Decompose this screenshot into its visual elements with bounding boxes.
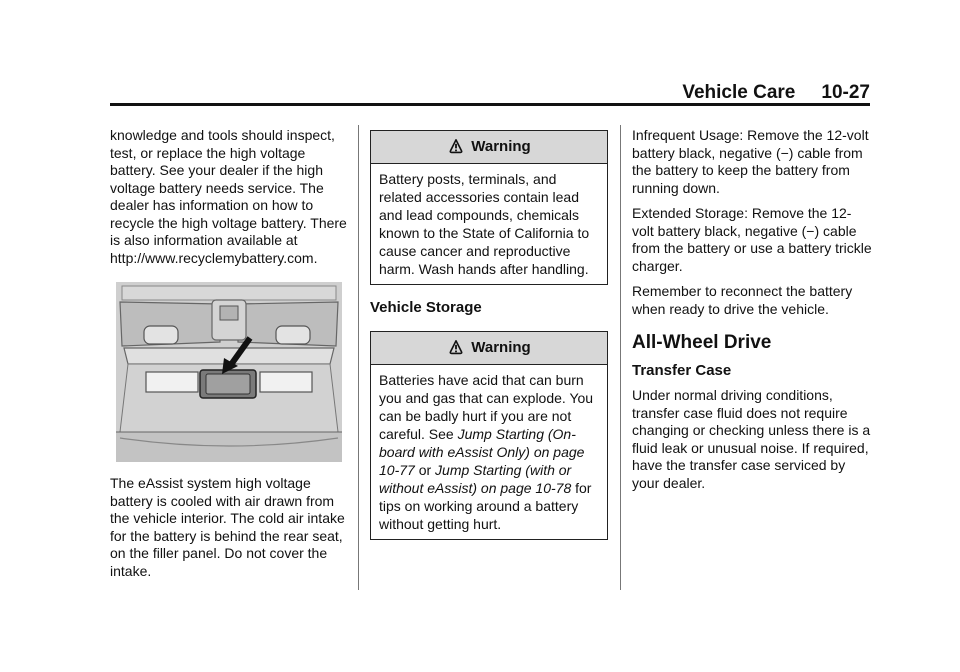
paragraph-battery-service: knowledge and tools should inspect, test, or replace the high voltage battery. See your dealer if the high voltage battery needs service. The dealer has information on how to recycle the high voltage battery. There is also information available at http://www.recyclemybattery.com. [110, 127, 347, 266]
column-1-lower [110, 475, 352, 588]
header-rule [110, 103, 870, 106]
warning-text: Battery posts, terminals, and related accessories contain lead and lead compounds, chemicals known to the State of California to cause cancer and reproductive harm. Wash hands after handling. [379, 171, 590, 277]
warning-icon [447, 339, 465, 357]
paragraph-extended-storage: Extended Storage: Remove the 12-volt battery black, negative (−) cable from the battery or use a battery trickle charger. [632, 205, 872, 274]
column-1 [110, 127, 352, 275]
warning-icon [447, 138, 465, 156]
paragraph-transfer-case: Under normal driving conditions, transfer case fluid does not require changing or checking unless there is a fluid leak or unusual noise. If required, have the transfer case serviced by your dealer. [632, 387, 871, 491]
paragraph-reconnect: Remember to reconnect the battery when ready to drive the vehicle. [632, 283, 853, 317]
heading-transfer-case: Transfer Case [632, 361, 732, 379]
warning-title: Warning [371, 131, 607, 164]
warning-box-lead [370, 130, 608, 285]
section-title: Vehicle Care [682, 82, 796, 103]
warning-text: Batteries have acid that can burn you and gas that can explode. You can be badly hurt if you are not careful. See Jump Starting (On-board with eAssist Only) on page 10-77 or Jump Starting (with or without eAssist) on page 10-78 for tips on working around a battery without getting hurt. [379, 371, 594, 532]
link-jump-starting-eassist[interactable]: Jump Starting (On-board with eAssist Only) on page 10-77 [379, 425, 585, 478]
column-divider-1 [358, 125, 359, 590]
paragraph-infrequent-usage: Infrequent Usage: Remove the 12-volt battery black, negative (−) cable from the battery to keep the battery from running down. [632, 127, 869, 196]
column-3 [632, 127, 872, 500]
heading-all-wheel-drive: All-Wheel Drive [632, 332, 772, 353]
column-divider-2 [620, 125, 621, 590]
paragraph-eassist-cooling: The eAssist system high voltage battery is cooled with air drawn from the vehicle interior. The cold air intake for the battery is behind the rear seat, on the filler panel. Do not cover the intake. [110, 475, 345, 579]
link-jump-starting-any[interactable]: Jump Starting (with or without eAssist) on page 10-78 [379, 461, 572, 496]
page-number: 10-27 [821, 82, 870, 103]
column-2 [370, 130, 608, 554]
warning-title: Warning [371, 332, 607, 365]
page-header [110, 82, 870, 104]
heading-vehicle-storage: Vehicle Storage [370, 299, 482, 316]
cargo-area-drawing [116, 282, 342, 462]
rear-seat-air-intake-illustration [116, 282, 342, 462]
warning-box-acid [370, 331, 608, 540]
